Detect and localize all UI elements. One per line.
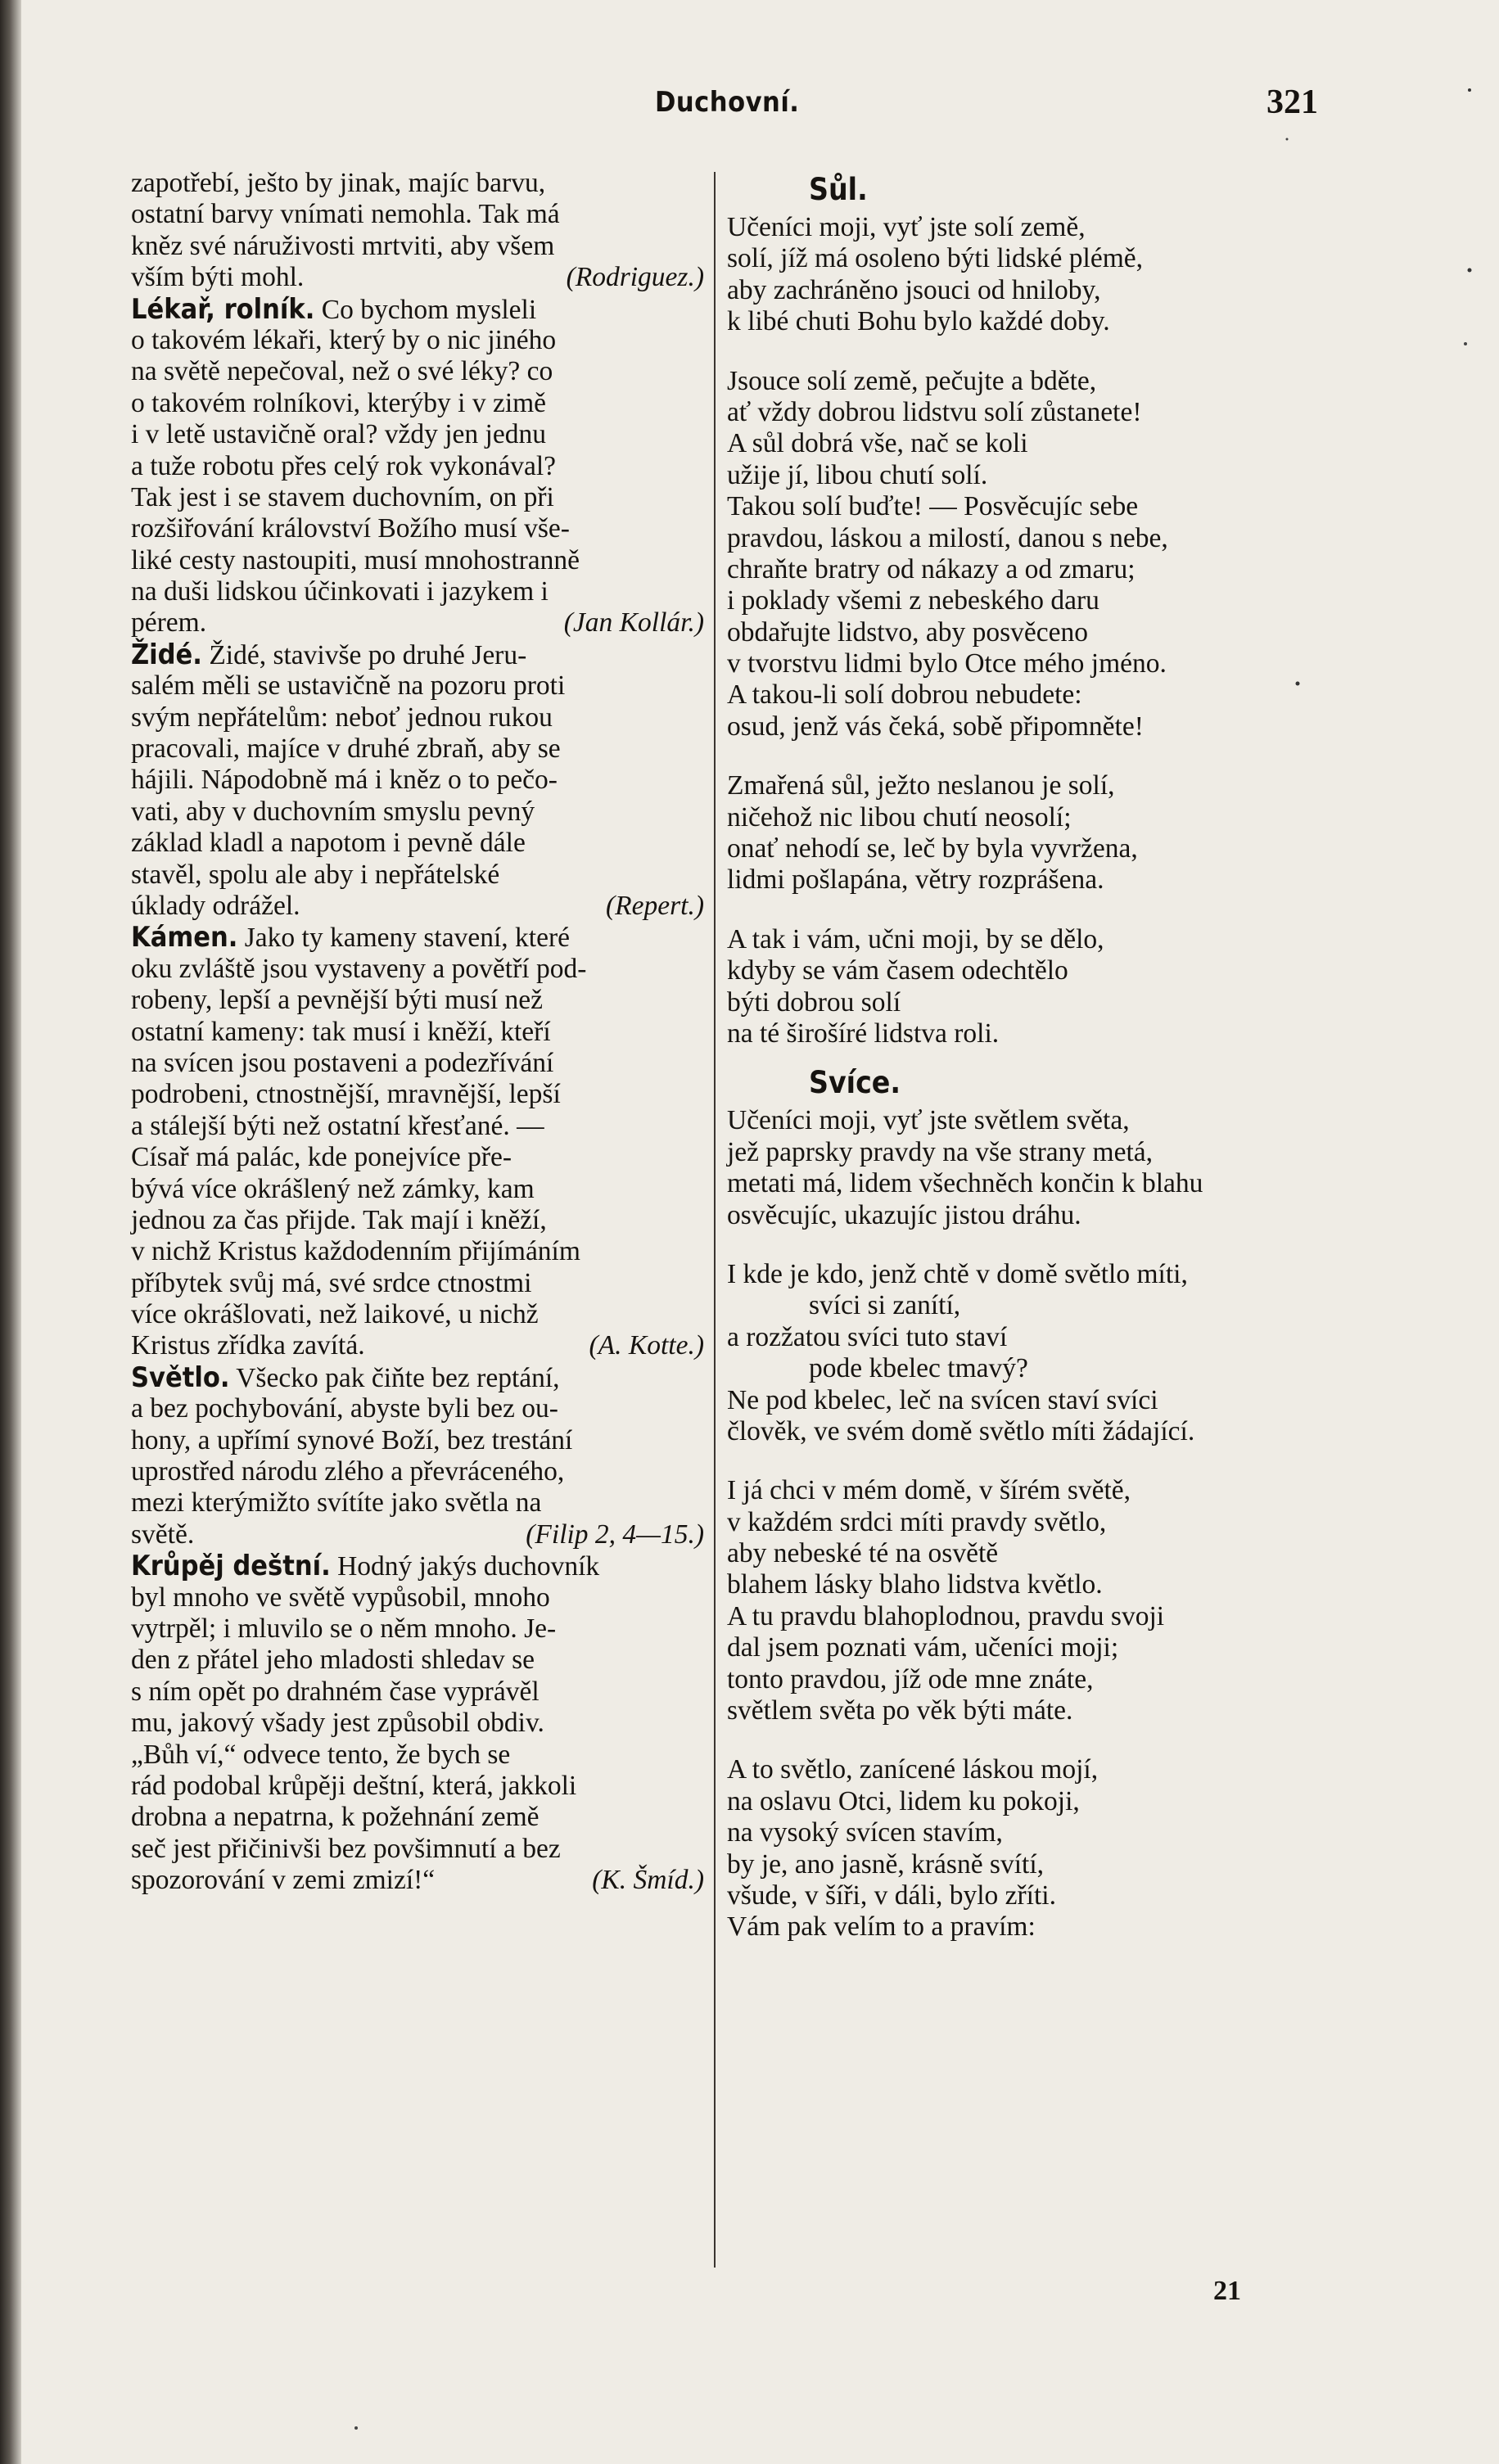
verse-line: by je, ano jasně, krásně svítí, (727, 1848, 1045, 1880)
verse-line: kdyby se vám časem odechtělo (727, 955, 1068, 986)
verse-line: v tvorstvu lidmi bylo Otce mého jméno. (727, 648, 1167, 679)
stanza (727, 1475, 1304, 1726)
verse-line: Ne pod kbelec, leč na svícen staví svíci (727, 1384, 1158, 1415)
section-gap (727, 1943, 1304, 1955)
section-keyword: Lékař, rolník. (131, 292, 315, 326)
text-run: pérem. (131, 607, 207, 639)
verse-line: A to světlo, zanícené láskou mojí, (727, 1754, 1099, 1785)
text-line: drobna a nepatrna, k požehnání země (131, 1802, 540, 1833)
text-line: základ kladl a napotom i pevně dále (131, 828, 526, 859)
page-header (131, 83, 1318, 135)
text-line: bývá více okrášlený než zámky, kam (131, 1173, 535, 1204)
text-line: mu, jakový všady jest způsobil obdiv. (131, 1708, 544, 1739)
text-run: vším býti mohl. (131, 262, 305, 293)
text-line: o takovém rolníkovi, kterýby i v zimě (131, 387, 547, 418)
right-column (727, 168, 1304, 1955)
text-run: spozorování v zemi zmizí!“ (131, 1865, 436, 1896)
verse-line: metati má, lidem všechněch končin k blahu (727, 1168, 1203, 1199)
text-line: ostatní kameny: tak musí i kněží, kteří (131, 1016, 551, 1047)
text-line: pracovali, majíce v druhé zbraň, aby se (131, 733, 561, 765)
text-line (131, 1865, 704, 1896)
verse-line: Učeníci moji, vyť jste světlem světa, (727, 1105, 1130, 1136)
verse-line: A takou-li solí dobrou nebudete: (727, 679, 1082, 711)
text-line: o takovém lékaři, který by o nic jiného (131, 324, 557, 355)
verse-line: býti dobrou solí (727, 986, 901, 1018)
scan-page-edge (0, 0, 21, 2464)
text-line: zapotřebí, ješto by jinak, majíc barvu, (131, 168, 546, 198)
source-attribution: (Filip 2, 4—15.) (526, 1519, 704, 1550)
verse-line: I kde je kdo, jenž chtě v domě světlo míti, (727, 1258, 1188, 1289)
text-line (131, 607, 704, 639)
verse-line: tonto pravdou, jíž ode mne znáte, (727, 1663, 1094, 1695)
text-run: Hodný jakýs duchovník (330, 1551, 600, 1582)
verse-line: k libé chuti Bohu bylo každé doby. (727, 306, 1110, 337)
section-keyword: Židé. (131, 638, 202, 671)
verse-line: na oslavu Otci, lidem ku pokoji, (727, 1785, 1080, 1816)
verse-line: na té širošíré lidstva roli. (727, 1018, 1000, 1049)
text-line: více okrášlovati, než laikové, u nichž (131, 1299, 539, 1330)
page-number: 321 (1266, 83, 1318, 121)
verse-line: chraňte bratry od nákazy a od zmaru; (727, 553, 1136, 584)
verse-line: člověk, ve svém domě světlo míti žádající. (727, 1415, 1195, 1446)
text-line: a tuže robotu přes celý rok vykonával? (131, 450, 557, 481)
text-run: Židé, stavivše po druhé Jeru- (201, 639, 527, 670)
text-line: svým nepřátelům: neboť jednou rukou (131, 702, 553, 733)
text-line (131, 639, 704, 670)
text-run: Jako ty kameny stavení, které (237, 923, 570, 954)
text-line: příbytek svůj má, své srdce ctnostmi (131, 1267, 532, 1298)
verse-line: osvěcujíc, ukazujíc jistou dráhu. (727, 1199, 1081, 1230)
text-line (131, 262, 704, 293)
verse-line: dal jsem poznati vám, učeníci moji; (727, 1632, 1119, 1663)
running-head: Duchovní. (655, 86, 800, 119)
source-attribution: (K. Šmíd.) (592, 1865, 704, 1896)
verse-line: Vám pak velím to a pravím: (727, 1911, 1036, 1943)
text-line (131, 1362, 704, 1393)
text-line: uprostřed národu zlého a převráceného, (131, 1456, 565, 1487)
text-line: seč jest přičinivši bez povšimnutí a bez (131, 1833, 561, 1864)
text-line: podrobeni, ctnostnější, mravnější, lepší (131, 1079, 561, 1110)
verse-line: svíci si zanítí, (809, 1290, 961, 1321)
section-keyword: Kámen. (131, 921, 238, 954)
verse-line: pravdou, láskou a milostí, danou s nebe, (727, 522, 1168, 553)
text-line: robeny, lepší a pevnější býti musí než (131, 985, 544, 1016)
stanza (727, 212, 1304, 338)
verse-line: i poklady všemi z nebeského daru (727, 585, 1099, 616)
text-line: liké cesty nastoupiti, musí mnohostranně (131, 544, 580, 575)
heading-svice: Svíce. (809, 1065, 901, 1101)
text-line: rád podobal krůpěji deštní, která, jakkoli (131, 1770, 577, 1801)
text-line (131, 1550, 704, 1582)
verse-line: I já chci v mém domě, v šírém světě, (727, 1475, 1131, 1506)
stanza-gap (727, 1447, 1304, 1475)
text-run: úklady odrážel. (131, 890, 300, 921)
section-keyword: Světlo. (131, 1361, 230, 1394)
stanza-gap (727, 742, 1304, 770)
stanza (727, 1754, 1304, 1943)
verse-line: blahem lásky blaho lidstva květlo. (727, 1569, 1103, 1600)
verse-line: A tu pravdu blahoplodnou, pravdu svoji (727, 1600, 1165, 1631)
section-keyword: Krůpěj deštní. (131, 1550, 331, 1583)
stanza (727, 924, 1304, 1050)
stanza-gap (727, 1726, 1304, 1754)
verse-line: Takou solí buďte! — Posvěcujíc sebe (727, 491, 1139, 522)
text-line: a stálejší býti než ostatní křesťané. — (131, 1110, 544, 1141)
verse-line: a rozžatou svíci tuto staví (727, 1321, 1008, 1352)
section-gap (727, 1049, 1304, 1061)
source-attribution: (Repert.) (606, 890, 704, 921)
text-line: hony, a upřímí synové Boží, bez trestání (131, 1424, 573, 1455)
text-line: ostatní barvy vnímati nemohla. Tak má (131, 199, 560, 230)
text-line (131, 294, 704, 325)
text-line (131, 891, 704, 922)
svice-poem (727, 1105, 1304, 1954)
verse-line: A tak i vám, učni moji, by se dělo, (727, 923, 1104, 954)
verse-line: pode kbelec tmavý? (809, 1353, 1028, 1384)
source-attribution: (A. Kotte.) (589, 1330, 704, 1361)
stanza-gap (727, 1231, 1304, 1259)
text-line: Tak jest i se stavem duchovním, on při (131, 481, 554, 512)
verse-line: světlem světa po věk býti máte. (727, 1695, 1073, 1726)
verse-line: solí, jíž má osoleno býti lidské plémě, (727, 243, 1144, 274)
verse-line: Učeníci moji, vyť jste solí země, (727, 212, 1086, 242)
stanza (727, 1259, 1304, 1447)
stanza-gap (727, 338, 1304, 366)
text-line: s ním opět po drahném čase vyprávěl (131, 1676, 540, 1707)
verse-line: ať vždy dobrou lidstvu solí zůstanete! (727, 396, 1142, 427)
text-line: salém měli se ustavičně na pozoru proti (131, 670, 566, 702)
text-line: den z přátel jeho mladosti shledav se (131, 1645, 535, 1676)
heading-sul: Sůl. (809, 172, 868, 207)
text-line: vati, aby v duchovním smyslu pevný (131, 796, 535, 827)
verse-line: aby nebeské té na osvětě (727, 1538, 999, 1569)
text-line: v nichž Kristus každodenním přijímáním (131, 1236, 580, 1267)
stanza-gap (727, 896, 1304, 924)
verse-line: obdařujte lidstvo, aby posvěceno (727, 616, 1088, 648)
verse-line: Zmařená sůl, ježto neslanou je solí, (727, 770, 1115, 801)
text-line: na světě nepečoval, než o své léky? co (131, 356, 553, 387)
text-line: rozšiřování království Božího musí vše- (131, 513, 570, 544)
verse-line: všude, v šíři, v dáli, bylo zříti. (727, 1880, 1056, 1911)
text-line: jednou za čas přijde. Tak mají i kněží, (131, 1204, 547, 1235)
text-line: Císař má palác, kde ponejvíce pře- (131, 1142, 512, 1173)
text-run: Všecko pak čiňte bez reptání, (229, 1362, 560, 1393)
text-run: Kristus zřídka zavítá. (131, 1330, 365, 1361)
left-column (131, 168, 704, 1896)
verse-line: na vysoký svícen stavím, (727, 1817, 1003, 1848)
verse-line: onať nehodí se, leč by byla vyvržena, (727, 833, 1138, 864)
verse-line: A sůl dobrá vše, nač se koli (727, 428, 1028, 459)
text-line: vytrpěl; i mluvilo se o něm mnoho. Je- (131, 1613, 557, 1644)
verse-line: užije jí, libou chutí solí. (727, 459, 988, 490)
text-line: stavěl, spolu ale aby i nepřátelské (131, 859, 500, 890)
stanza (727, 1105, 1304, 1231)
text-run: světě. (131, 1519, 195, 1550)
text-line: oku zvláště jsou vystaveny a povětří pod- (131, 953, 587, 984)
verse-line: v každém srdci míti pravdy světlo, (727, 1506, 1107, 1537)
text-line: byl mnoho ve světě vypůsobil, mnoho (131, 1582, 550, 1613)
verse-line: osud, jenž vás čeká, sobě připomněte! (727, 711, 1144, 742)
text-line: na duši lidskou účinkovati i jazykem i (131, 576, 549, 607)
text-line: mezi kterýmižto svítíte jako světla na (131, 1487, 542, 1519)
verse-line: lidmi pošlapána, větry rozprášena. (727, 864, 1104, 896)
verse-line: Jsouce solí země, pečujte a bděte, (727, 365, 1097, 396)
column-divider (714, 172, 716, 2268)
sul-poem (727, 212, 1304, 1061)
verse-line: jež paprsky pravdy na vše strany metá, (727, 1136, 1154, 1167)
text-line: hájili. Nápodobně má i kněz o to pečo- (131, 765, 558, 796)
text-line (131, 1330, 704, 1361)
text-line: „Bůh ví,“ odvece tento, že bych se (131, 1739, 511, 1770)
stanza (727, 366, 1304, 743)
text-line: i v letě ustavičně oral? vždy jen jednu (131, 419, 546, 450)
text-line: a bez pochybování, abyste byli bez ou- (131, 1393, 558, 1424)
signature-mark: 21 (1213, 2276, 1241, 2306)
source-attribution: (Jan Kollár.) (563, 607, 704, 639)
text-line (131, 1519, 704, 1550)
verse-line: aby zachráněno jsouci od hniloby, (727, 274, 1101, 305)
verse-line: ničehož nic libou chutí neosolí; (727, 801, 1072, 833)
text-line: kněz své náruživosti mrtviti, aby všem (131, 230, 555, 261)
source-attribution: (Rodriguez.) (566, 262, 704, 293)
stanza (727, 770, 1304, 896)
text-run: Co bychom mysleli (314, 294, 537, 325)
text-line: na svícen jsou postaveni a podezřívání (131, 1047, 554, 1078)
text-line (131, 922, 704, 953)
